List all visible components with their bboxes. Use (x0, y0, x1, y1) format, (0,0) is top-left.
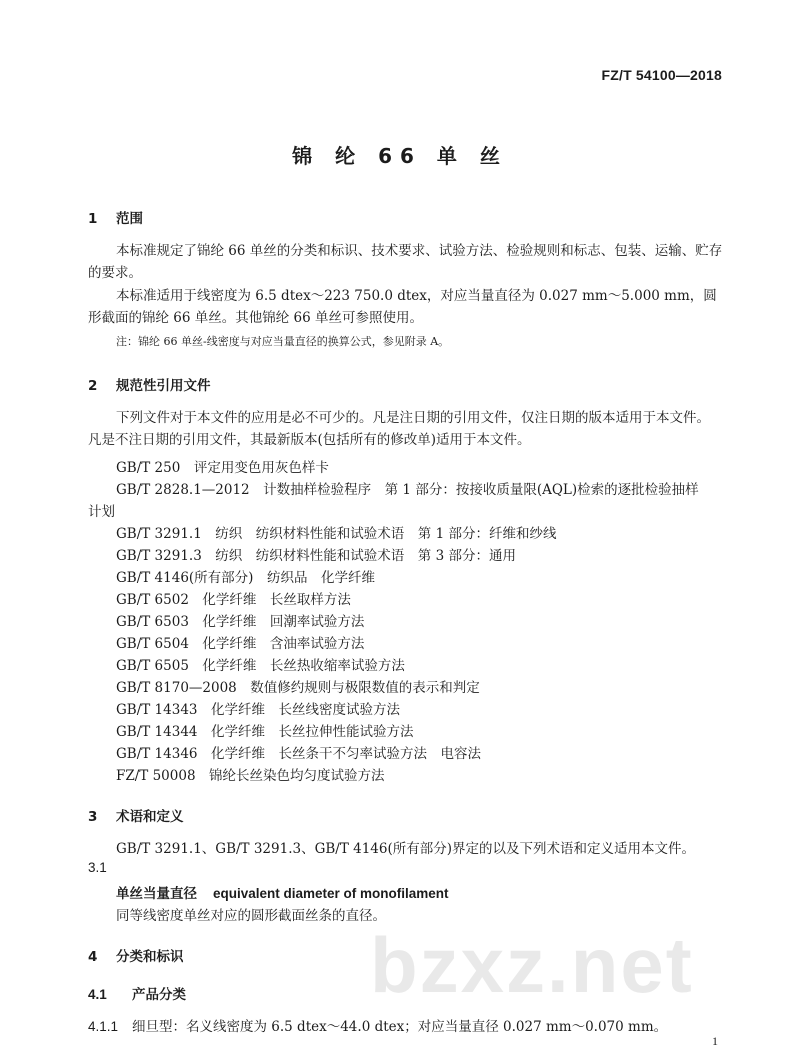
subsection-heading (88, 983, 186, 1003)
section-number: 2 (88, 378, 98, 394)
term-number: 3.1 (88, 860, 107, 875)
section-1-heading (88, 207, 143, 227)
reference-item: GB/T 250 评定用变色用灰色样卡 (116, 460, 329, 476)
section-1-note: 注：锦纶 66 单丝-线密度与对应当量直径的换算公式，参见附录 A。 (116, 335, 450, 348)
term-english: equivalent diameter of monofilament (213, 886, 449, 901)
section-3-heading (88, 805, 184, 825)
section-title: 术语和定义 (116, 809, 184, 825)
watermark: bzxz.net (370, 921, 694, 1009)
section-2-intro: 下列文件对于本文件的应用是必不可少的。凡是注日期的引用文件，仅注日期的版本适用于本文件。凡是不注日期的引用文件，其最新版本(包括所有的修改单)适用于本文件。 (88, 410, 710, 448)
reference-item: GB/T 6504 化学纤维 含油率试验方法 (116, 636, 365, 652)
clause-text: 细旦型：名义线密度为 6.5 dtex～44.0 dtex；对应当量直径 0.027 mm～0.070 mm。 (132, 1019, 668, 1035)
reference-item: GB/T 2828.1—2012 计数抽样检验程序 第 1 部分：按接收质量限(AQL)检索的逐批检验抽样 (116, 482, 699, 498)
reference-item: GB/T 6503 化学纤维 回潮率试验方法 (116, 614, 365, 630)
reference-item: GB/T 6505 化学纤维 长丝热收缩率试验方法 (116, 658, 405, 674)
page-number: 1 (712, 1034, 718, 1048)
section-1-paragraph-1: 本标准规定了锦纶 66 单丝的分类和标识、技术要求、试验方法、检验规则和标志、包装、运输、贮存的要求。 (88, 243, 723, 281)
reference-item: GB/T 14343 化学纤维 长丝线密度试验方法 (116, 702, 400, 718)
term-definition: 同等线密度单丝对应的圆形截面丝条的直径。 (116, 908, 386, 924)
reference-item: GB/T 8170—2008 数值修约规则与极限数值的表示和判定 (116, 680, 480, 696)
section-number: 4 (88, 949, 98, 965)
reference-item: GB/T 6502 化学纤维 长丝取样方法 (116, 592, 351, 608)
document-title: 锦 纶 66 单 丝 (292, 144, 508, 168)
section-title: 分类和标识 (116, 949, 184, 965)
subsection-number: 4.1 (88, 987, 107, 1002)
section-number: 1 (88, 211, 98, 227)
term-chinese: 单丝当量直径 (116, 886, 197, 902)
section-4-heading (88, 945, 184, 965)
subsection-title: 产品分类 (132, 987, 186, 1003)
section-number: 3 (88, 809, 98, 825)
section-title: 规范性引用文件 (116, 378, 211, 394)
reference-item: GB/T 3291.1 纺织 纺织材料性能和试验术语 第 1 部分：纤维和纱线 (116, 526, 557, 542)
section-2-heading (88, 374, 211, 394)
clause-number: 4.1.1 (88, 1019, 119, 1034)
section-1-paragraph-2: 本标准适用于线密度为 6.5 dtex～223 750.0 dtex，对应当量直径为 0.027 mm～5.000 mm，圆形截面的锦纶 66 单丝。其他锦纶 66 单丝可参照使用。 (88, 288, 717, 326)
reference-item: GB/T 14346 化学纤维 长丝条干不匀率试验方法 电容法 (116, 746, 481, 762)
clause-item (88, 1015, 667, 1035)
reference-item: GB/T 3291.3 纺织 纺织材料性能和试验术语 第 3 部分：通用 (116, 548, 516, 564)
reference-item-continuation: 计划 (88, 504, 115, 520)
section-3-intro: GB/T 3291.1、GB/T 3291.3、GB/T 4146(所有部分)界定的以及下列术语和定义适用本文件。 (116, 841, 696, 857)
reference-item: GB/T 4146(所有部分) 纺织品 化学纤维 (116, 570, 375, 586)
reference-item: GB/T 14344 化学纤维 长丝拉伸性能试验方法 (116, 724, 414, 740)
standard-code: FZ/T 54100—2018 (601, 67, 722, 83)
section-title: 范围 (116, 211, 143, 227)
reference-item: FZ/T 50008 锦纶长丝染色均匀度试验方法 (116, 768, 385, 784)
term-heading (116, 882, 449, 902)
